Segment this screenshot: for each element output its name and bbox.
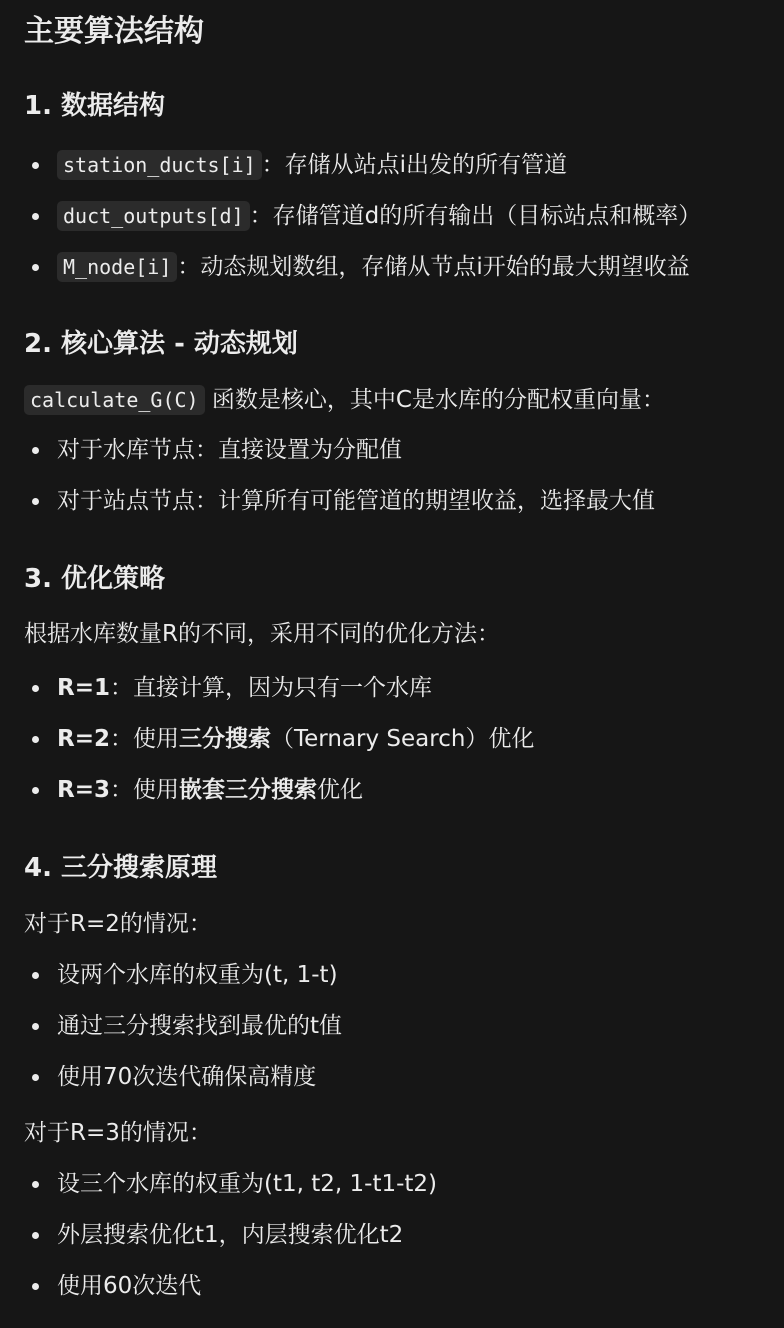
list-item-text: ：动态规划数组，存储从节点i开始的最大期望收益 [177, 254, 690, 280]
bullet-dot [32, 972, 39, 979]
inline-code: calculate_G(C) [24, 385, 205, 415]
page-title: 主要算法结构 [24, 14, 204, 49]
bullet-dot [32, 1074, 39, 1081]
list-item [24, 484, 655, 518]
bold-text: R=2 [57, 726, 110, 752]
list-item [24, 671, 432, 705]
bullet-dot [32, 264, 39, 271]
paragraph-text: 函数是核心，其中C是水库的分配权重向量： [204, 387, 665, 413]
list-item [24, 1218, 403, 1252]
bullet-dot [32, 787, 39, 794]
section-heading-core-algorithm: 2. 核心算法 - 动态规划 [24, 329, 298, 359]
list-item [24, 773, 363, 807]
list-item [24, 958, 338, 992]
paragraph [24, 383, 665, 417]
list-item [24, 433, 402, 467]
section-heading-optimization: 3. 优化策略 [24, 564, 166, 594]
list-item-text: ：存储从站点i出发的所有管道 [261, 152, 568, 178]
list-item [24, 148, 567, 182]
section-heading-ternary-search: 4. 三分搜索原理 [24, 853, 218, 883]
bold-text: R=3 [57, 777, 110, 803]
bullet-dot [32, 498, 39, 505]
paragraph: 对于R=2的情况： [24, 911, 212, 937]
list-item-text: ：使用 [110, 777, 179, 803]
bullet-dot [32, 162, 39, 169]
bullet-dot [32, 685, 39, 692]
bullet-dot [32, 1023, 39, 1030]
list-item-text: 使用60次迭代 [57, 1273, 202, 1299]
bold-text: R=1 [57, 675, 110, 701]
list-item-text: 对于站点节点：计算所有可能管道的期望收益，选择最大值 [57, 488, 655, 514]
paragraph: 对于R=3的情况： [24, 1120, 212, 1146]
list-item [24, 199, 701, 233]
bullet-dot [32, 447, 39, 454]
list-item-text: ：使用 [110, 726, 179, 752]
list-item [24, 1167, 437, 1201]
list-item-text: 优化 [317, 777, 363, 803]
list-item-text: ：存储管道d的所有输出（目标站点和概率） [249, 203, 702, 229]
section-heading-data-structures: 1. 数据结构 [24, 91, 166, 121]
inline-code: station_ducts[i] [57, 150, 262, 180]
list-item [24, 1060, 316, 1094]
bold-text: 嵌套三分搜索 [179, 777, 317, 803]
list-item-text: 设三个水库的权重为(t1, t2, 1-t1-t2) [57, 1171, 438, 1197]
bold-text: 三分搜索 [179, 726, 271, 752]
inline-code: M_node[i] [57, 252, 177, 282]
list-item-text: （Ternary Search）优化 [271, 726, 535, 752]
bullet-dot [32, 213, 39, 220]
bullet-dot [32, 736, 39, 743]
list-item-text: 通过三分搜索找到最优的t值 [57, 1013, 343, 1039]
list-item [24, 1009, 342, 1043]
list-item [24, 250, 690, 284]
bullet-dot [32, 1181, 39, 1188]
bullet-dot [32, 1232, 39, 1239]
bullet-dot [32, 1283, 39, 1290]
inline-code: duct_outputs[d] [57, 201, 250, 231]
list-item-text: 使用70次迭代确保高精度 [57, 1064, 317, 1090]
list-item-text: 对于水库节点：直接设置为分配值 [57, 437, 402, 463]
list-item-text: 设两个水库的权重为(t, 1-t) [57, 962, 338, 988]
list-item [24, 1269, 201, 1303]
list-item-text: 外层搜索优化t1，内层搜索优化t2 [57, 1222, 404, 1248]
list-item [24, 722, 534, 756]
list-item-text: ：直接计算，因为只有一个水库 [110, 675, 432, 701]
paragraph: 根据水库数量R的不同，采用不同的优化方法： [24, 621, 500, 647]
